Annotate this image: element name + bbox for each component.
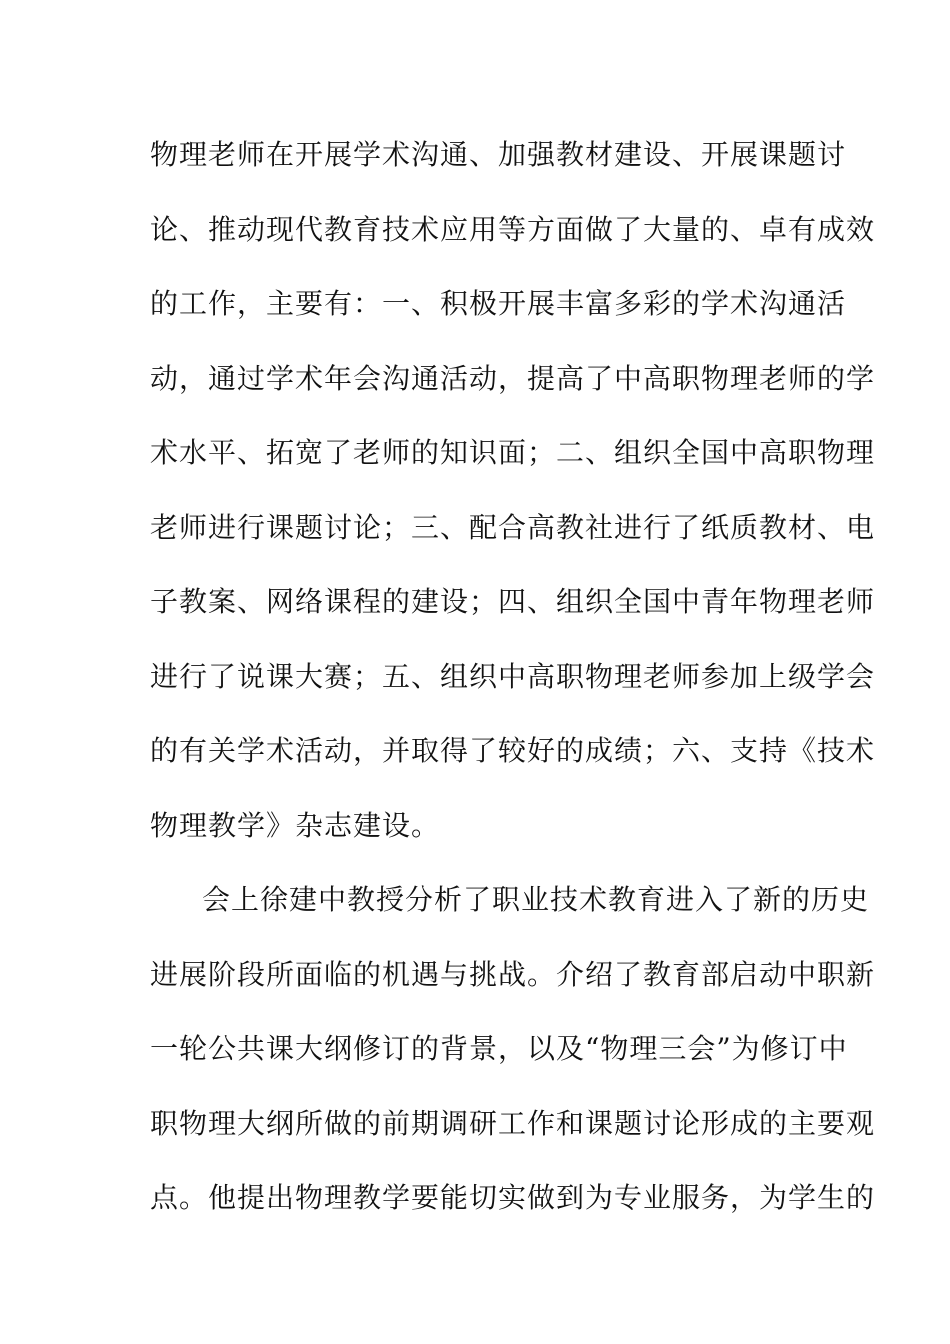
paragraph-1-line-4: 动，通过学术年会沟通活动，提高了中高职物理老师的学 — [150, 362, 876, 395]
paragraph-2-line-2: 进展阶段所面临的机遇与挑战。介绍了教育部启动中职新 — [150, 958, 876, 991]
paragraph-1-line-10: 物理教学》杂志建设。 — [150, 809, 441, 842]
paragraph-2-line-4: 职物理大纲所做的前期调研工作和课题讨论形成的主要观 — [150, 1107, 876, 1140]
paragraph-1-line-2: 论、推动现代教育技术应用等方面做了大量的、卓有成效 — [150, 213, 876, 246]
paragraph-2-line-1: 会上徐建中教授分析了职业技术教育进入了新的历史 — [202, 883, 870, 916]
paragraph-1-line-7: 子教案、网络课程的建设；四、组织全国中青年物理老师 — [150, 585, 876, 618]
paragraph-2-line-3: 一轮公共课大纲修订的背景，以及“物理三会”为修订中 — [150, 1032, 848, 1065]
paragraph-1-line-5: 术水平、拓宽了老师的知识面；二、组织全国中高职物理 — [150, 436, 876, 469]
paragraph-1-line-9: 的有关学术活动，并取得了较好的成绩；六、支持《技术 — [150, 734, 876, 767]
paragraph-1-line-1: 物理老师在开展学术沟通、加强教材建设、开展课题讨 — [150, 138, 847, 171]
paragraph-1-line-3: 的工作，主要有：一、积极开展丰富多彩的学术沟通活 — [150, 287, 847, 320]
paragraph-1-line-6: 老师进行课题讨论；三、配合高教社进行了纸质教材、电 — [150, 511, 876, 544]
paragraph-1-line-8: 进行了说课大赛；五、组织中高职物理老师参加上级学会 — [150, 660, 876, 693]
paragraph-2-line-5: 点。他提出物理教学要能切实做到为专业服务，为学生的 — [150, 1181, 876, 1214]
